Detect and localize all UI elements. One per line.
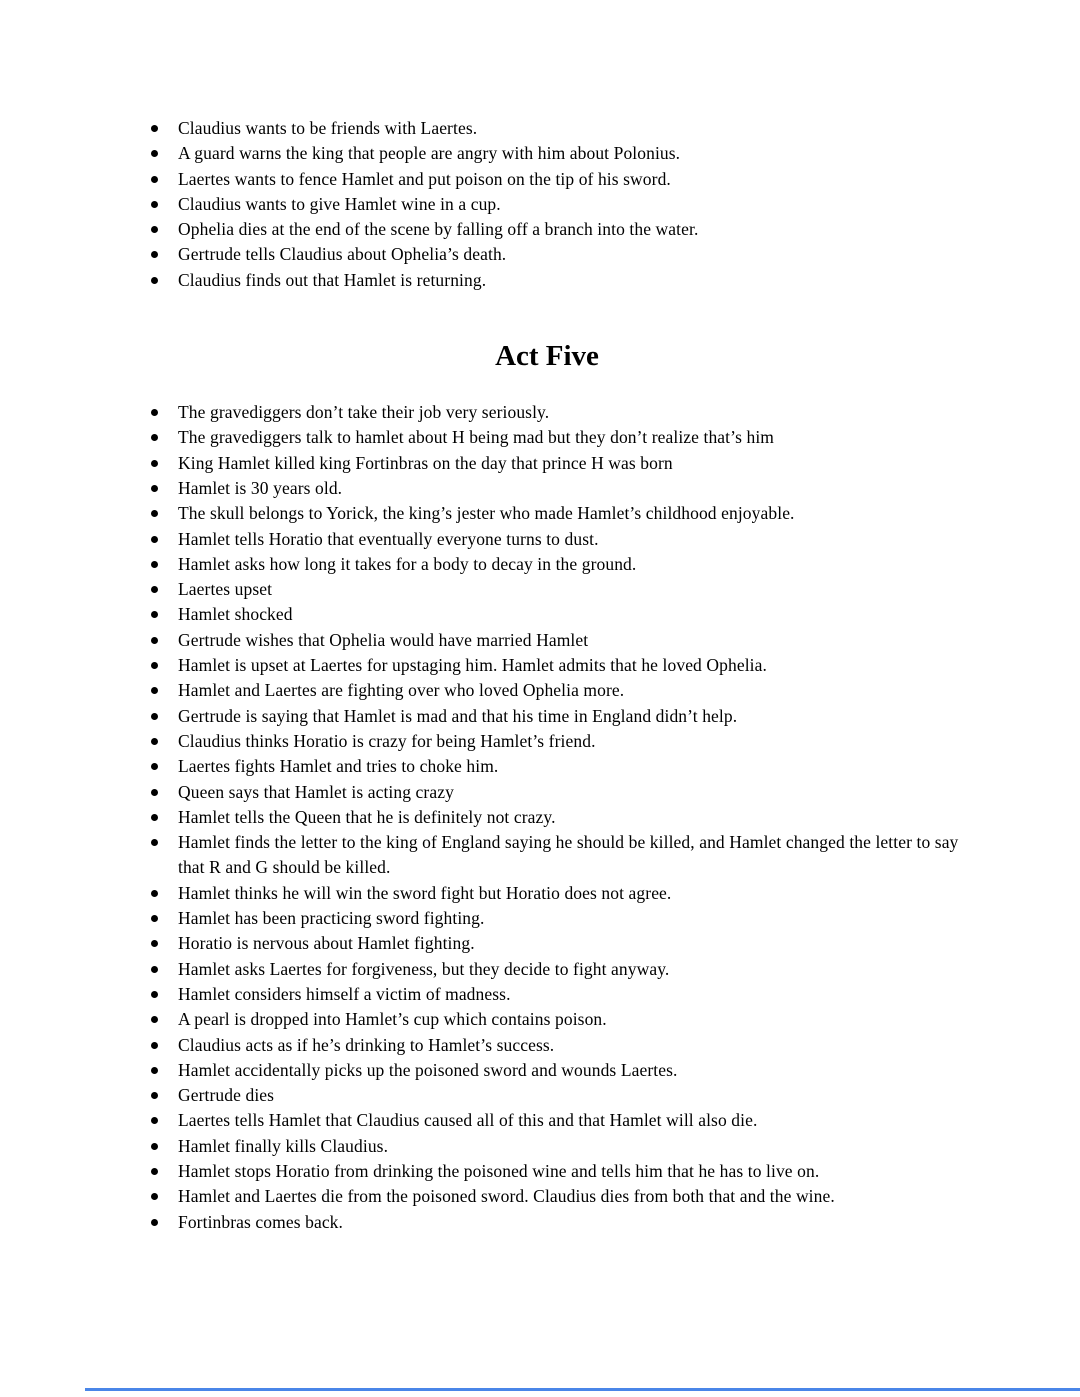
page-break-line xyxy=(85,1388,1080,1391)
act-five-notes-list xyxy=(112,400,978,1235)
bullet-item: Gertrude tells Claudius about Ophelia’s death. xyxy=(178,242,978,267)
bullet-item: Fortinbras comes back. xyxy=(178,1210,978,1235)
bullet-item: Hamlet thinks he will win the sword fight but Horatio does not agree. xyxy=(178,881,978,906)
bullet-item: Claudius thinks Horatio is crazy for being Hamlet’s friend. xyxy=(178,729,978,754)
bullet-item: Laertes upset xyxy=(178,577,978,602)
bullet-item: Horatio is nervous about Hamlet fighting. xyxy=(178,931,978,956)
act-five-heading: Act Five xyxy=(495,340,599,373)
bullet-item: Laertes fights Hamlet and tries to choke him. xyxy=(178,754,978,779)
bullet-item: Hamlet and Laertes are fighting over who loved Ophelia more. xyxy=(178,678,978,703)
bullet-item: Gertrude dies xyxy=(178,1083,978,1108)
bullet-item: Claudius wants to be friends with Laertes. xyxy=(178,116,978,141)
bullet-item: Hamlet and Laertes die from the poisoned sword. Claudius dies from both that and the wine. xyxy=(178,1184,978,1209)
bullet-item: Gertrude wishes that Ophelia would have married Hamlet xyxy=(178,628,978,653)
bullet-item: Hamlet tells the Queen that he is definitely not crazy. xyxy=(178,805,978,830)
bullet-item: Hamlet stops Horatio from drinking the poisoned wine and tells him that he has to live on. xyxy=(178,1159,978,1184)
bullet-item: Claudius finds out that Hamlet is returning. xyxy=(178,268,978,293)
bullet-item: Hamlet finally kills Claudius. xyxy=(178,1134,978,1159)
bullet-item: Hamlet is upset at Laertes for upstaging him. Hamlet admits that he loved Ophelia. xyxy=(178,653,978,678)
bullet-item: Hamlet considers himself a victim of madness. xyxy=(178,982,978,1007)
bullet-item: Hamlet shocked xyxy=(178,602,978,627)
bullet-item: Claudius acts as if he’s drinking to Hamlet’s success. xyxy=(178,1033,978,1058)
bullet-item: Gertrude is saying that Hamlet is mad and that his time in England didn’t help. xyxy=(178,704,978,729)
bullet-item: Hamlet finds the letter to the king of England saying he should be killed, and Hamlet changed the letter to say that R and G should be killed. xyxy=(178,830,978,881)
bullet-item: A pearl is dropped into Hamlet’s cup which contains poison. xyxy=(178,1007,978,1032)
bullet-item: Hamlet asks Laertes for forgiveness, but they decide to fight anyway. xyxy=(178,957,978,982)
bullet-item: Ophelia dies at the end of the scene by falling off a branch into the water. xyxy=(178,217,978,242)
bullet-item: Claudius wants to give Hamlet wine in a cup. xyxy=(178,192,978,217)
bullet-item: Laertes wants to fence Hamlet and put poison on the tip of his sword. xyxy=(178,167,978,192)
bullet-item: Hamlet asks how long it takes for a body to decay in the ground. xyxy=(178,552,978,577)
bullet-item: A guard warns the king that people are angry with him about Polonius. xyxy=(178,141,978,166)
act-four-notes-list xyxy=(112,116,978,293)
bullet-item: The skull belongs to Yorick, the king’s jester who made Hamlet’s childhood enjoyable. xyxy=(178,501,978,526)
bullet-item: Queen says that Hamlet is acting crazy xyxy=(178,780,978,805)
bullet-item: Hamlet is 30 years old. xyxy=(178,476,978,501)
bullet-item: Hamlet tells Horatio that eventually everyone turns to dust. xyxy=(178,527,978,552)
bullet-item: The gravediggers don’t take their job very seriously. xyxy=(178,400,978,425)
bullet-item: Laertes tells Hamlet that Claudius caused all of this and that Hamlet will also die. xyxy=(178,1108,978,1133)
bullet-item: Hamlet has been practicing sword fighting. xyxy=(178,906,978,931)
bullet-item: Hamlet accidentally picks up the poisoned sword and wounds Laertes. xyxy=(178,1058,978,1083)
bullet-item: The gravediggers talk to hamlet about H being mad but they don’t realize that’s him xyxy=(178,425,978,450)
bullet-item: King Hamlet killed king Fortinbras on the day that prince H was born xyxy=(178,451,978,476)
